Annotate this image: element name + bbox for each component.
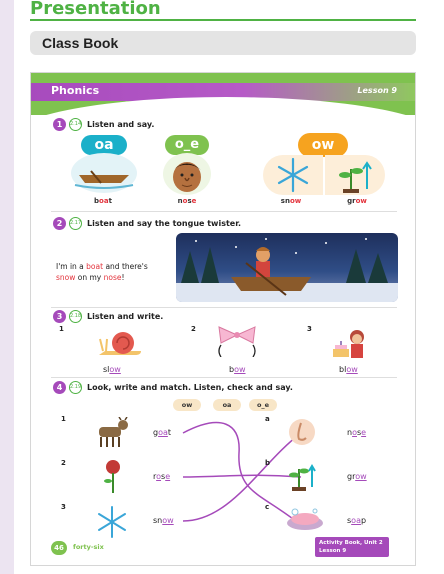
sound-chip: oa	[213, 399, 241, 411]
match-answer-rose[interactable]: rose	[153, 472, 171, 481]
activity-number-3: 3	[53, 310, 66, 323]
item-number: 2	[191, 325, 196, 333]
banner-section-label: Phonics	[51, 84, 100, 97]
activity-number-4: 4	[53, 381, 66, 394]
audio-track-icon[interactable]: 2.17	[69, 217, 82, 230]
goat-picture	[91, 417, 131, 453]
snowflake-icon	[95, 505, 129, 539]
item-number: 3	[307, 325, 312, 333]
rose-picture	[101, 459, 125, 497]
nose-picture-small	[287, 417, 317, 451]
sound-bubble-ow: ow	[298, 133, 348, 157]
match-answer-goat[interactable]: goat	[153, 428, 172, 437]
word-boat: boat	[94, 197, 112, 205]
word-snow: snow	[280, 197, 302, 205]
item-letter: c	[265, 503, 270, 511]
soap-picture	[285, 507, 325, 535]
sound-bubble-oa: oa	[81, 135, 127, 155]
audio-track-icon[interactable]: 2.19	[69, 381, 82, 394]
page-title: Presentation	[30, 0, 161, 19]
activity-instruction-1: Listen and say.	[87, 120, 155, 129]
item-letter: a	[265, 415, 270, 423]
word-nose: nose	[177, 197, 197, 205]
item-number: 1	[61, 415, 66, 423]
title-underline	[30, 19, 416, 21]
reference-line-2: Lesson 9	[319, 548, 347, 554]
twister-line-2: snow on my nose!	[56, 273, 125, 282]
activity-instruction-2: Listen and say the tongue twister.	[87, 219, 242, 228]
activity-instruction-4: Look, write and match. Listen, check and say.	[87, 383, 293, 392]
activity-instruction-3: Listen and write.	[87, 312, 164, 321]
snow-picture-small	[95, 505, 129, 543]
item-number: 2	[61, 459, 66, 467]
goat-icon	[91, 417, 131, 449]
grow-picture-small	[287, 461, 317, 495]
twister-line-1: I'm in a boat and there's	[56, 262, 148, 271]
left-margin-strip	[0, 0, 14, 574]
answer-bow[interactable]: bow	[229, 365, 246, 374]
item-number: 1	[59, 325, 64, 333]
activity-number-2: 2	[53, 217, 66, 230]
item-letter: b	[265, 459, 271, 467]
book-page	[30, 72, 416, 566]
activity-number-1: 1	[53, 118, 66, 131]
rose-icon	[101, 459, 125, 493]
sound-bubble-o-e: o_e	[165, 135, 209, 155]
section-heading: Class Book	[30, 31, 416, 55]
plant-icon	[287, 461, 317, 491]
banner-lesson-label: Lesson 9	[357, 86, 397, 95]
activity-book-reference	[315, 537, 389, 557]
match-answer-soap[interactable]: soap	[347, 516, 367, 525]
match-answer-snow[interactable]: snow	[153, 516, 174, 525]
matching-lines	[31, 73, 416, 566]
nose-icon	[287, 417, 317, 447]
word-grow: grow	[347, 197, 367, 205]
answer-blow[interactable]: blow	[339, 365, 358, 374]
reference-line-1: Activity Book, Unit 2	[319, 540, 383, 546]
answer-slow[interactable]: slow	[103, 365, 121, 374]
match-answer-grow[interactable]: grow	[347, 472, 367, 481]
audio-track-icon[interactable]: 2.14	[69, 118, 82, 131]
page-number: 46	[51, 541, 67, 555]
match-answer-nose[interactable]: nose	[347, 428, 367, 437]
audio-track-icon[interactable]: 2.18	[69, 310, 82, 323]
sound-chip: ow	[173, 399, 201, 411]
soap-icon	[285, 507, 325, 531]
page-number-words: forty-six	[73, 543, 104, 551]
sound-chip: o_e	[249, 399, 277, 411]
item-number: 3	[61, 503, 66, 511]
